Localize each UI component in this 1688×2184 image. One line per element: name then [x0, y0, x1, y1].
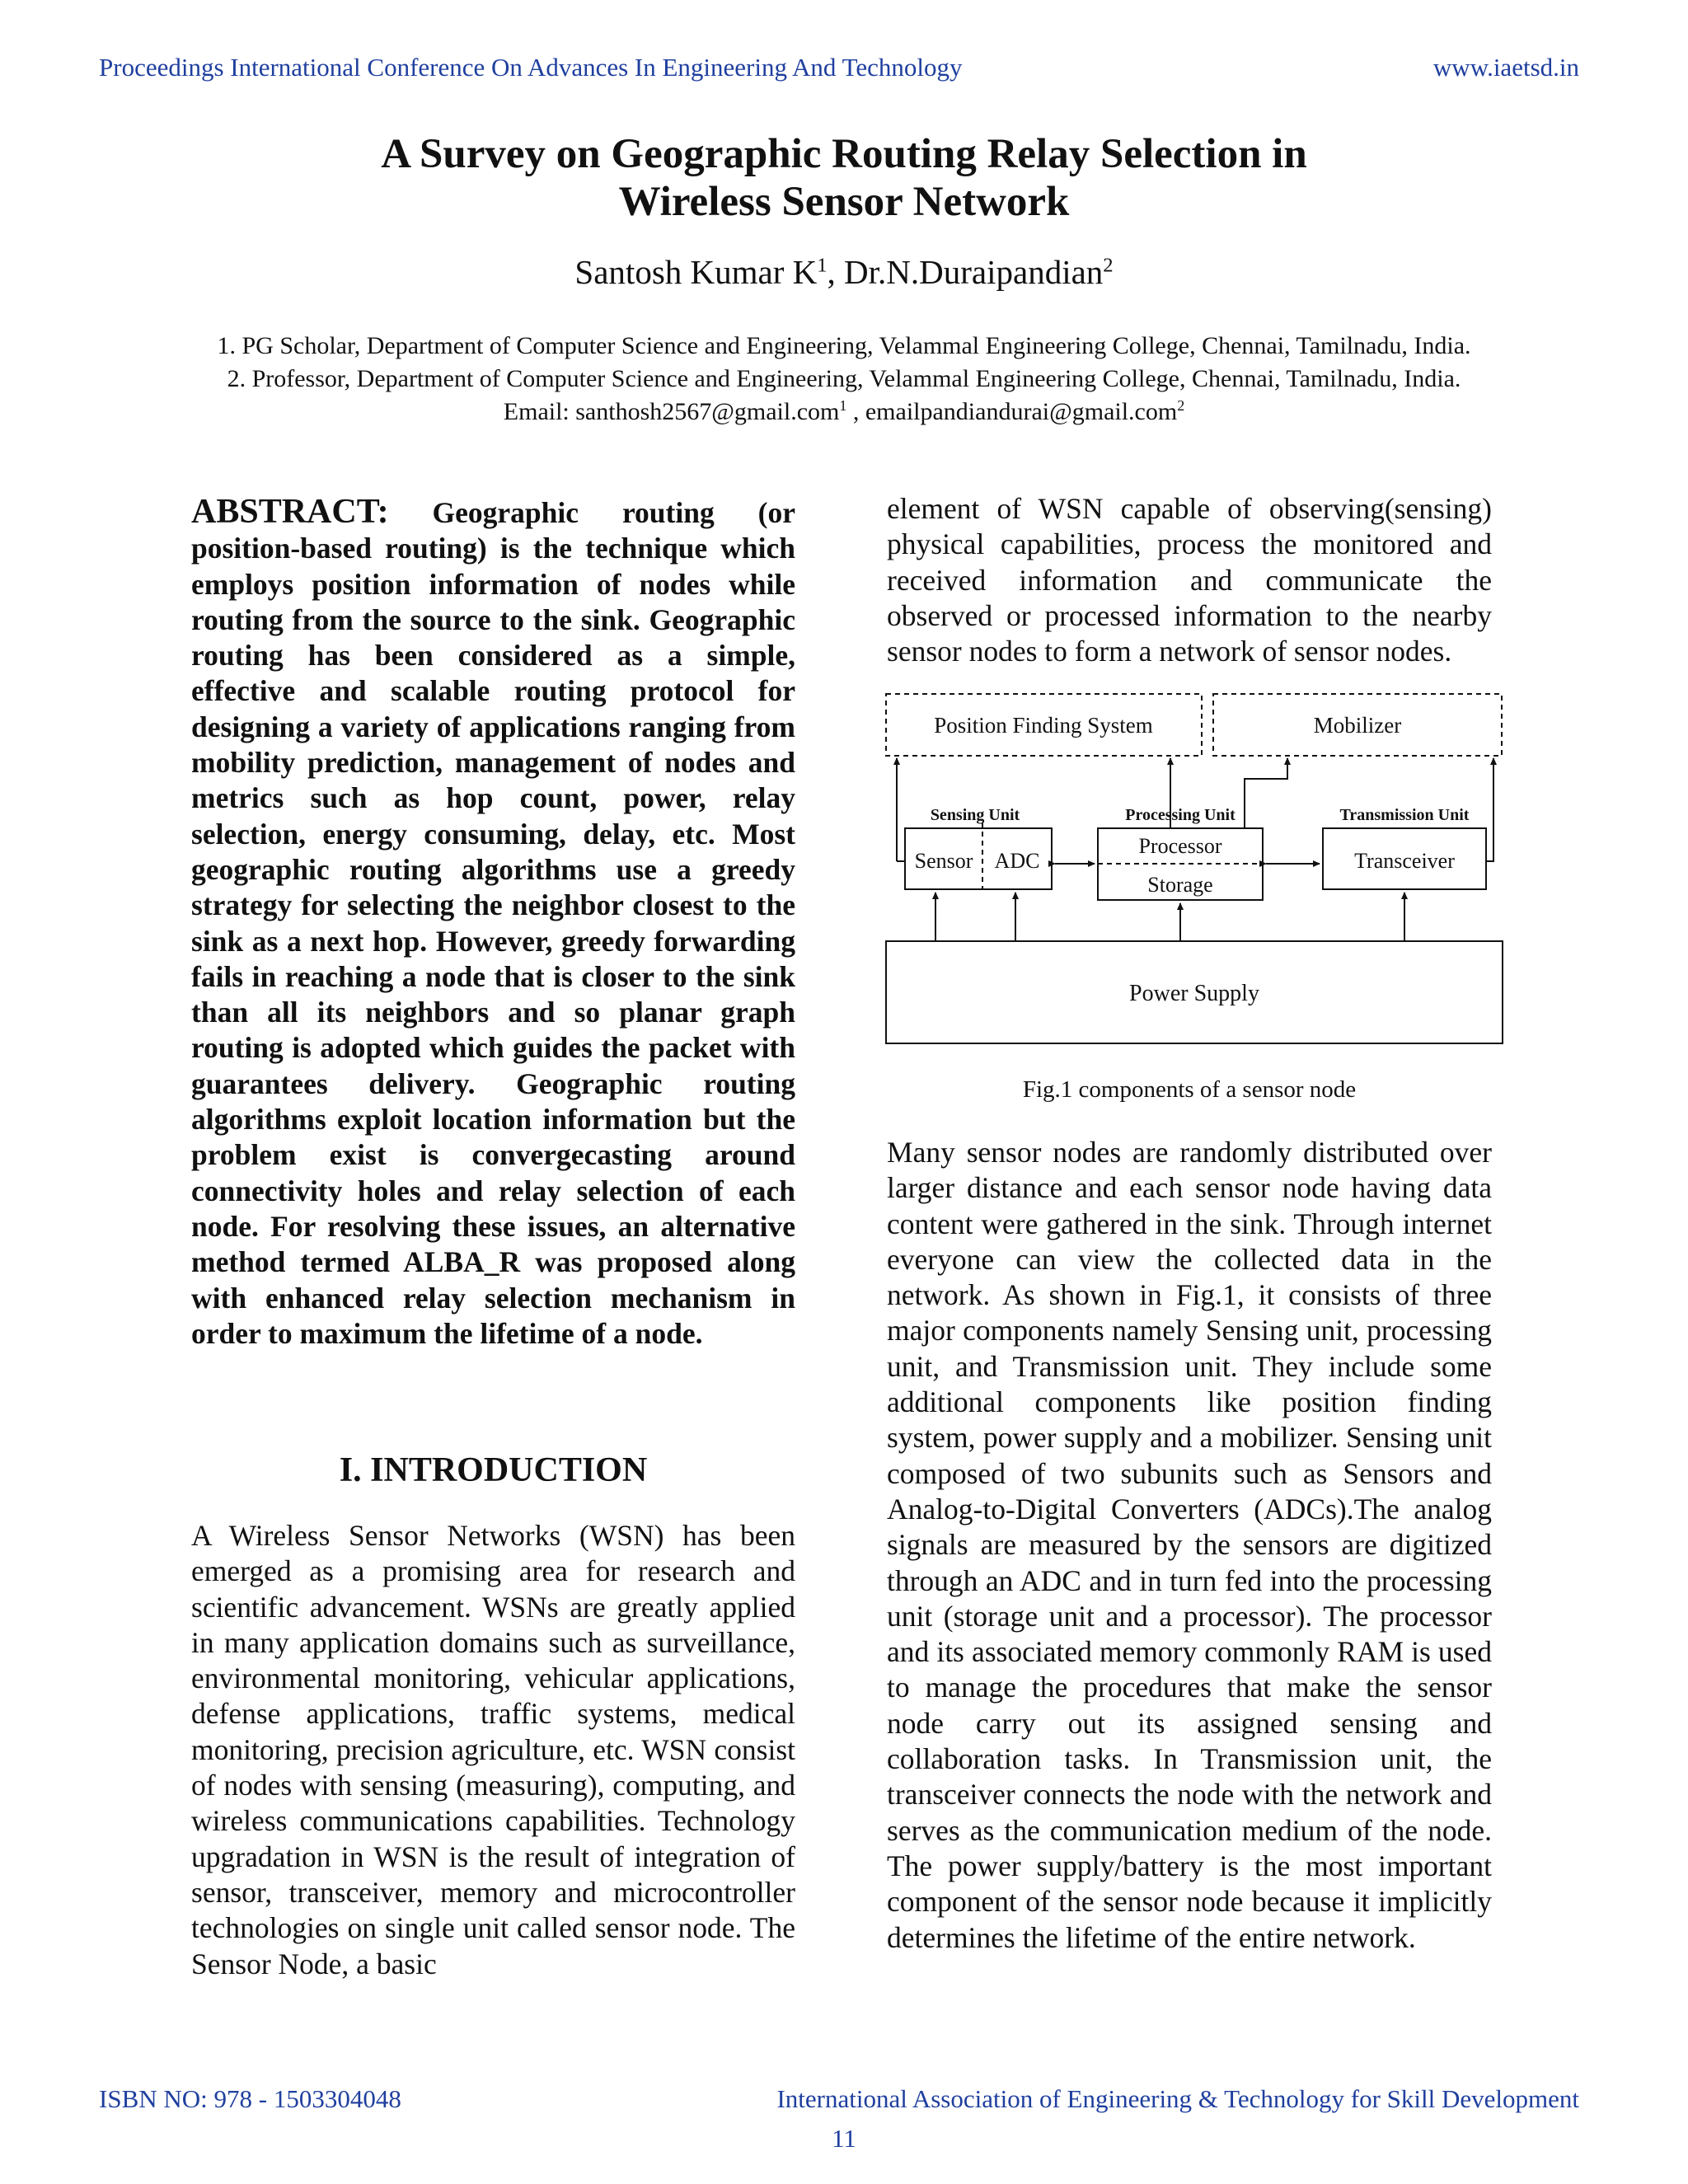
label-transmission-unit: Transmission Unit	[1339, 806, 1470, 824]
right-column-continuation	[887, 491, 1492, 669]
author-separator: ,	[827, 253, 845, 291]
abstract-label: ABSTRACT:	[191, 493, 389, 531]
transmission-to-mobilizer-connector	[1486, 758, 1493, 861]
abstract	[191, 494, 795, 1352]
email-1-mark: 1	[839, 397, 847, 414]
label-mobilizer: Mobilizer	[1313, 713, 1402, 738]
email-2-mark: 2	[1177, 397, 1185, 414]
running-header-conference: Proceedings International Conference On Advances In Engineering And Technology	[99, 53, 963, 82]
paper-title	[0, 130, 1688, 226]
author-list	[0, 252, 1688, 292]
right-column-top-paragraph: element of WSN capable of observing(sensing) physical capabilities, process the monitored and received information and communicate the observed or processed information to the nearby sensor nodes to form a network of sensor nodes.	[887, 492, 1492, 668]
affiliation-2: 2. Professor, Department of Computer Science and Engineering, Velammal Engineering College, Chennai, Tamilnadu, India.	[227, 365, 1461, 392]
running-header-website[interactable]: www.iaetsd.in	[1432, 53, 1579, 82]
processing-to-mobilizer-connector	[1245, 758, 1287, 828]
label-storage: Storage	[1147, 873, 1213, 897]
paper-title-line2: Wireless Sensor Network	[618, 179, 1070, 225]
author-1-affiliation-mark: 1	[817, 254, 828, 277]
label-power-supply: Power Supply	[1129, 981, 1259, 1006]
email-line	[0, 396, 1688, 429]
email-1[interactable]: Email: santhosh2567@gmail.com	[503, 398, 840, 425]
label-adc: ADC	[994, 849, 1040, 873]
label-sensing-unit: Sensing Unit	[930, 806, 1020, 824]
figure-caption: Fig.1 components of a sensor node	[1022, 1076, 1357, 1103]
right-column-body	[887, 1135, 1492, 1956]
email-2[interactable]: , emailpandiandurai@gmail.com	[846, 398, 1178, 425]
label-processing-unit: Processing Unit	[1125, 806, 1236, 824]
affiliation-1: 1. PG Scholar, Department of Computer Science and Engineering, Velammal Engineering College, Chennai, Tamilnadu, India.	[217, 332, 1471, 359]
label-sensor: Sensor	[914, 849, 973, 873]
author-1: Santosh Kumar K	[574, 253, 818, 291]
label-transceiver: Transceiver	[1354, 849, 1455, 873]
footer-isbn: ISBN NO: 978 - 1503304048	[99, 2084, 401, 2113]
sensing-to-position-connector	[897, 758, 905, 861]
page-number: 11	[832, 2124, 856, 2153]
right-column-bottom-paragraph: Many sensor nodes are randomly distributed over larger distance and each sensor node having data content were gathered in the sink. Through internet everyone can view the collected data in the network. As shown in Fig.1, it consists of three major components namely Sensing unit, processing unit, and Transmission unit. They include some additional components like position finding system, power supply and a mobilizer. Sensing unit composed of two subunits such as Sensors and Analog-to-Digital Converters (ADCs).The analog signals are measured by the sensors are digitized through an ADC and in turn fed into the processing unit (storage unit and a processor). The processor and its associated memory commonly RAM is used to manage the procedures that make the sensor node carry out its assigned sensing and collaboration tasks. In Transmission unit, the transceiver connects the node with the network and serves as the communication medium of the node. The power supply/battery is the most important component of the sensor node because it implicitly determines the lifetime of the entire network.	[887, 1136, 1492, 1954]
abstract-text: Geographic routing (or position-based routing) is the technique which employs position information of nodes while routing from the source to the sink. Geographic routing has been considered as a simple, effective and scalable routing protocol for designing a variety of applications ranging from mobility prediction, management of nodes and metrics such as hop count, power, relay selection, energy consuming, delay, etc. Most geographic routing algorithms use a greedy strategy for selecting the neighbor closest to the sink as a next hop. However, greedy forwarding fails in reaching a node that is closer to the sink than all its neighbors and so planar graph routing is adopted which guides the packet with guarantees delivery. Geographic routing algorithms exploit location information but the problem exist is convergecasting around connectivity holes and relay selection of each node. For resolving these issues, an alternative method termed ALBA_R was proposed along with enhanced relay selection mechanism in order to maximum the lifetime of a node.	[191, 496, 795, 1350]
figure-sensor-node-components	[882, 688, 1508, 1059]
introduction-body	[191, 1518, 795, 1982]
footer-association: International Association of Engineering & Technology for Skill Development	[776, 2084, 1579, 2113]
label-position-finding: Position Finding System	[934, 713, 1153, 738]
section-heading-introduction: I. INTRODUCTION	[339, 1451, 648, 1489]
label-processor: Processor	[1138, 834, 1222, 858]
author-2-affiliation-mark: 2	[1103, 254, 1114, 277]
introduction-paragraph: A Wireless Sensor Networks (WSN) has been emerged as a promising area for research and scientific advancement. WSNs are greatly applied in many application domains such as surveillance, environmental monitoring, vehicular applications, defense applications, traffic systems, medical monitoring, precision agriculture, etc. WSN consist of nodes with sensing (measuring), computing, and wireless communications capabilities. Technology upgradation in WSN is the result of integration of sensor, transceiver, memory and microcontroller technologies on single unit called sensor node. The Sensor Node, a basic	[191, 1519, 795, 1980]
affiliations	[0, 330, 1688, 429]
author-2: Dr.N.Duraipandian	[844, 253, 1104, 291]
paper-title-line1: A Survey on Geographic Routing Relay Selection in	[381, 131, 1307, 177]
